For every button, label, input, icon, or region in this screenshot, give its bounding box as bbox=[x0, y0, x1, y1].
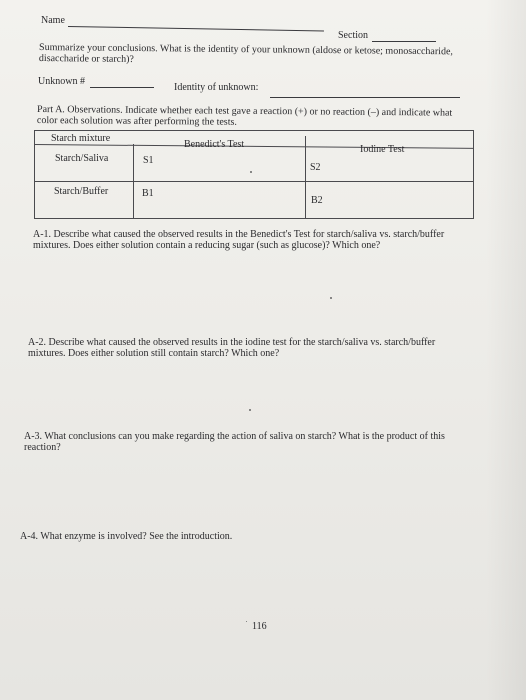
paper-speck bbox=[246, 621, 247, 622]
paper-speck bbox=[249, 409, 251, 411]
section-label: Section bbox=[338, 30, 368, 41]
header-benedicts-test: Benedict's Test bbox=[184, 139, 245, 150]
header-starch-mixture: Starch mixture bbox=[51, 133, 111, 144]
unknown-field-line[interactable] bbox=[90, 87, 154, 88]
observations-table bbox=[34, 130, 474, 219]
paper-speck bbox=[330, 297, 332, 299]
summary-question: Summarize your conclusions. What is the identity of your unknown (aldose or ketose; monosaccharide, disaccharide or starch)? bbox=[38, 42, 453, 65]
header-iodine-test: Iodine Test bbox=[360, 144, 405, 155]
page-number: 116 bbox=[252, 621, 267, 632]
name-label: Name bbox=[41, 15, 65, 26]
cell-b1-code: B1 bbox=[142, 188, 154, 199]
cell-s1-code: S1 bbox=[143, 155, 154, 166]
question-a2: A-2. Describe what caused the observed results in the iodine test for the starch/saliva vs. starch/buffer mixtures. Does either solution still contain starch? Which one? bbox=[28, 337, 436, 359]
part-a-instructions: Part A. Observations. Indicate whether each test gave a reaction (+) or no reaction (–) and indicate what color each solution was after performing the tests. bbox=[36, 104, 453, 128]
question-a3: A-3. What conclusions can you make regarding the action of saliva on starch? What is the product of this reaction? bbox=[24, 431, 445, 453]
cell-b2-code: B2 bbox=[311, 195, 323, 206]
page-shadow bbox=[486, 0, 526, 700]
identity-label: Identity of unknown: bbox=[174, 82, 259, 93]
section-field-line[interactable] bbox=[372, 41, 436, 42]
row-starch-buffer-label: Starch/Buffer bbox=[54, 186, 109, 197]
question-a1: A-1. Describe what caused the observed results in the Benedict's Test for starch/saliva vs. starch/buffer mixtures. Does either solution contain a reducing sugar (such as glucose)? Which one? bbox=[33, 229, 445, 251]
question-a4: A-4. What enzyme is involved? See the introduction. bbox=[20, 531, 233, 542]
row-starch-saliva-label: Starch/Saliva bbox=[55, 153, 109, 164]
identity-field-line[interactable] bbox=[270, 97, 460, 98]
unknown-label: Unknown # bbox=[38, 76, 85, 87]
cell-s2-code: S2 bbox=[310, 162, 321, 173]
